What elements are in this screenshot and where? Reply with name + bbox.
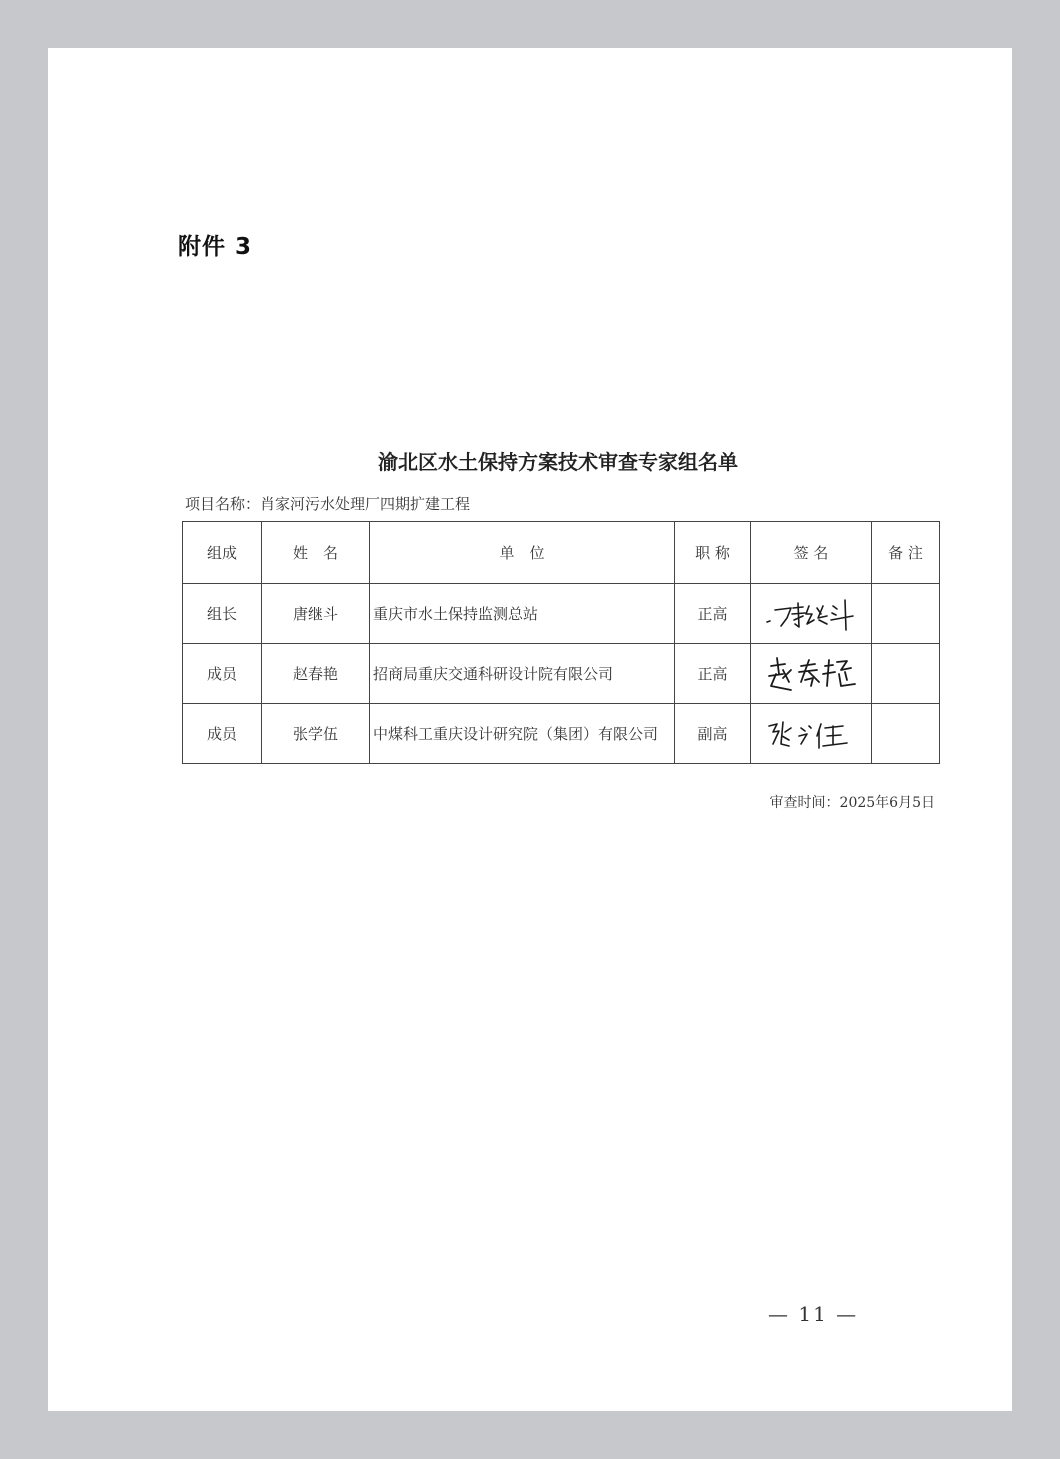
table-row xyxy=(183,644,940,704)
page-number: — 11 — xyxy=(768,1302,859,1326)
cell-name: 唐继斗 xyxy=(262,584,370,644)
header-remark: 备 注 xyxy=(872,522,940,584)
header-title: 职 称 xyxy=(675,522,751,584)
header-unit: 单 位 xyxy=(370,522,675,584)
cell-title: 正高 xyxy=(675,644,751,704)
project-name: 肖家河污水处理厂四期扩建工程 xyxy=(260,495,471,513)
page-number-value: 11 xyxy=(798,1302,828,1326)
header-signature: 签 名 xyxy=(751,522,872,584)
table-row xyxy=(183,704,940,764)
signature-image xyxy=(761,714,861,754)
review-date xyxy=(770,792,935,812)
table-row xyxy=(183,584,940,644)
header-name: 姓 名 xyxy=(262,522,370,584)
cell-role: 成员 xyxy=(183,704,262,764)
cell-remark xyxy=(872,704,940,764)
cell-remark xyxy=(872,584,940,644)
expert-table xyxy=(182,521,940,764)
cell-title: 副高 xyxy=(675,704,751,764)
review-date-label: 审查时间： xyxy=(769,795,840,811)
cell-unit: 中煤科工重庆设计研究院（集团）有限公司 xyxy=(370,704,675,764)
cell-name: 赵春艳 xyxy=(262,644,370,704)
cell-name: 张学伍 xyxy=(262,704,370,764)
project-label: 项目名称： xyxy=(185,495,261,513)
document-title: 渝北区水土保持方案技术审查专家组名单 xyxy=(378,450,738,474)
cell-signature xyxy=(751,584,872,644)
cell-signature xyxy=(751,704,872,764)
cell-role: 组长 xyxy=(183,584,262,644)
attachment-label: 附件 3 xyxy=(178,234,253,260)
header-role: 组成 xyxy=(183,522,262,584)
signature-image xyxy=(761,594,861,634)
cell-unit: 招商局重庆交通科研设计院有限公司 xyxy=(370,644,675,704)
cell-role: 成员 xyxy=(183,644,262,704)
signature-image xyxy=(761,652,861,696)
cell-signature xyxy=(751,644,872,704)
document-page xyxy=(48,48,1012,1411)
table-header-row xyxy=(183,522,940,584)
cell-unit: 重庆市水土保持监测总站 xyxy=(370,584,675,644)
review-date-value: 2025年6月5日 xyxy=(839,795,935,811)
project-line xyxy=(185,493,470,514)
cell-remark xyxy=(872,644,940,704)
cell-title: 正高 xyxy=(675,584,751,644)
